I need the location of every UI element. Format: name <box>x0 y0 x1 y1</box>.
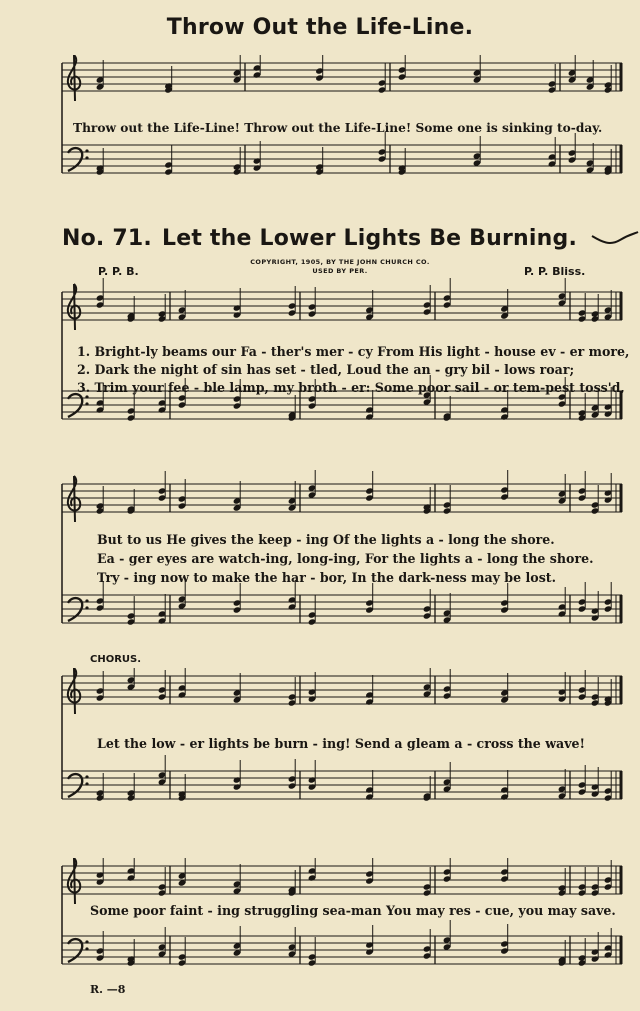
verse-1-line-2: But to us He gives the keep - ing Of the lights a - long the shore. <box>97 532 555 547</box>
verse-2-line-1: 2. Dark the night of sin has set - tled, Loud the an - gry bil - lows roar; <box>77 362 575 377</box>
verse-3-line-2: Try - ing now to make the har - bor, In the dark-ness may be lost. <box>97 570 556 585</box>
used-by-permission: USED BY PER. <box>312 267 368 275</box>
verse-1-line-1: 1. Bright-ly beams our Fa - ther's mer - cy From His light - house ev - er more, <box>77 344 630 359</box>
verse-3-line-1: 3. Trim your fee - ble lamp, my broth - er: Some poor sail - or tem-pest toss'd, <box>77 380 625 395</box>
verse-2-line-2: Ea - ger eyes are watch-ing, long-ing, For the lights a - long the shore. <box>97 551 594 566</box>
hymn2-system-3 <box>0 668 640 843</box>
chorus-label: CHORUS. <box>90 654 142 665</box>
music-credit: P. P. Bliss. <box>524 265 586 278</box>
hymn1-title: Throw Out the Life-Line. <box>166 15 474 40</box>
chorus-line-1: Let the low - er lights be burn - ing! Send a gleam a - cross the wave! <box>97 736 586 751</box>
hymn2-title: Let the Lower Lights Be Burning. <box>162 226 578 251</box>
hymn1-lyric: Throw out the Life-Line! Throw out the Life-Line! Some one is sinking to-day. <box>73 121 603 135</box>
words-credit: P. P. B. <box>98 265 139 278</box>
hymn2-system-4 <box>0 858 640 988</box>
copyright-line: COPYRIGHT, 1905, BY THE JOHN CHURCH CO. <box>250 258 430 266</box>
page-signature: R. —8 <box>90 983 126 996</box>
hymn-number: No. 71. <box>62 226 152 251</box>
chorus-line-2: Some poor faint - ing struggling sea-man You may res - cue, you may save. <box>90 903 616 918</box>
hand-mark <box>590 228 640 250</box>
